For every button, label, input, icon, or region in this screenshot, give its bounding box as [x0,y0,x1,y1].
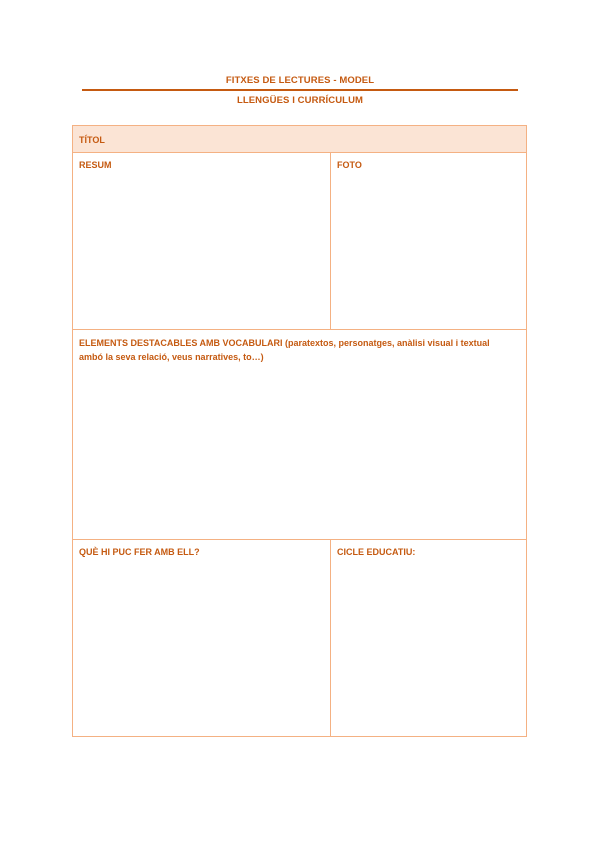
photo-field-label: FOTO [337,160,362,170]
highlights-field[interactable] [73,330,526,540]
document-title: FITXES DE LECTURES - MODEL [225,75,375,86]
school-cycle-field[interactable] [331,540,526,736]
summary-field-label: RESUM [79,160,112,170]
document-subtitle: LLENGÜES I CURRÍCULUM [236,95,364,106]
activities-field[interactable] [73,540,331,736]
photo-field[interactable] [331,153,526,330]
reading-card-form [72,125,527,737]
school-cycle-field-label: CICLE EDUCATIU: [337,547,416,557]
activities-field-label: QUÈ HI PUC FER AMB ELL? [79,547,200,557]
header-divider [82,89,518,91]
highlights-field-label: ELEMENTS DESTACABLES AMB VOCABULARI (paratextos, personatges, anàlisi visual i textual ambó la seva relació, veus narratives, to…) [79,338,490,362]
title-field-label: TÍTOL [79,135,105,145]
title-field[interactable] [73,126,526,153]
summary-field[interactable] [73,153,331,330]
